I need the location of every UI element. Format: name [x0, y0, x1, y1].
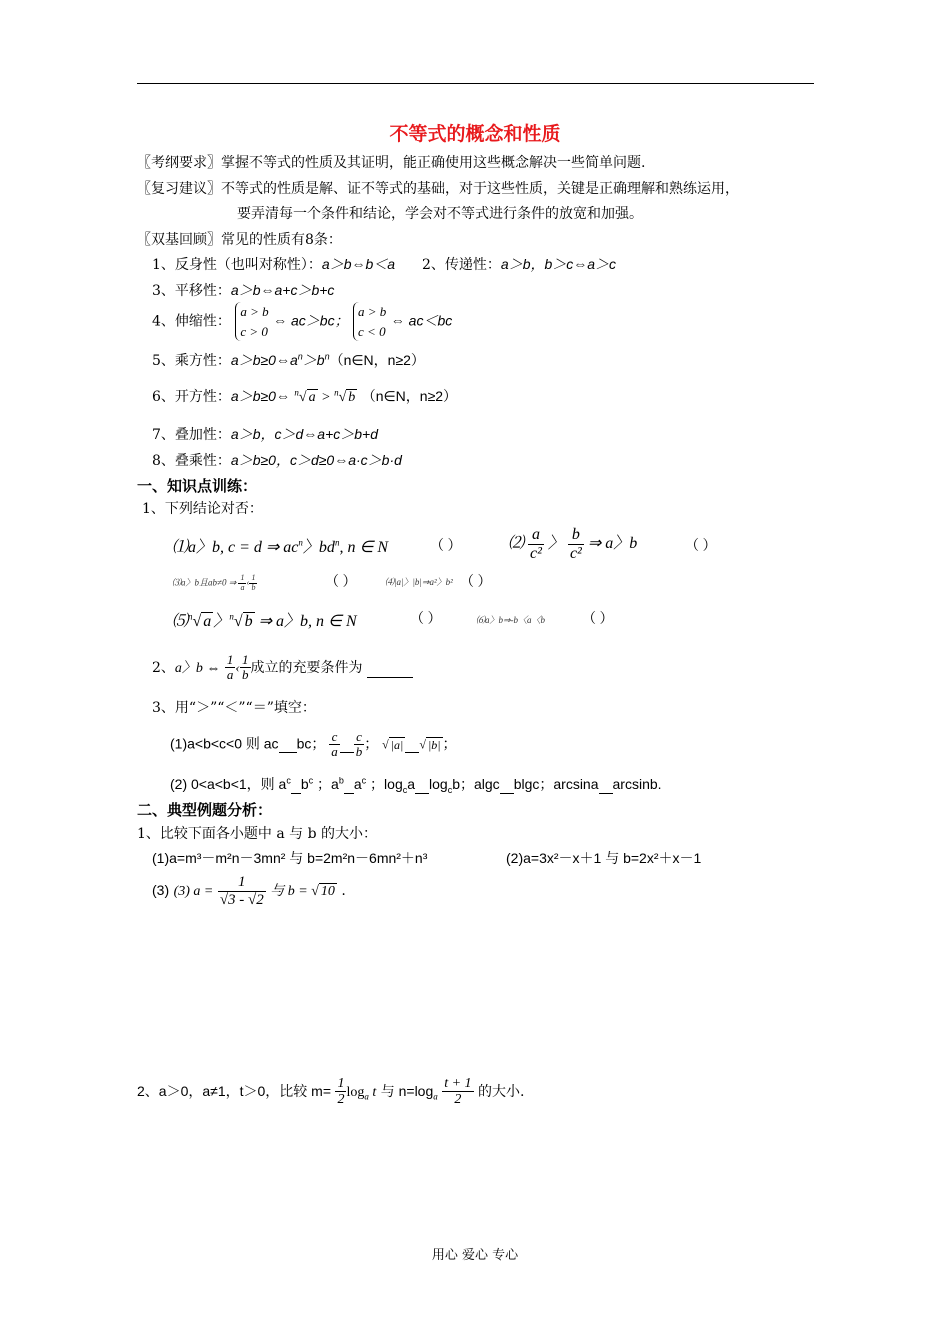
s1-q2-blank[interactable]: [367, 660, 413, 678]
blank-sqrt[interactable]: [405, 736, 419, 754]
s1-q3-part2: (2) 0<a<b<1，则 $a^c$ $b^c$ ；$a^b$ $a^c$ ；$\log_ca$ $\log_cb$；algc blgc；arcsina arcsinb.: [170, 775, 662, 795]
fuxi-line-2: 要弄清每一个条件和结论，学会对不等式进行条件的放宽和加强。: [237, 206, 643, 222]
s1-q1-item1: ⑴a〉b, c = d ⇒ $ac^n$〉$bd^n$, n ∈ N: [172, 537, 389, 556]
s1-q1-item2: ⑵ $\frac{a}{\text{c²}}$ 〉 $\frac{b}{\text{c²}}$ ⇒ a〉b: [508, 526, 638, 562]
header-rule: [137, 83, 814, 84]
property-1: 1、反身性（也叫对称性）：a＞b⇔b＜a 2、传递性：a＞b，b＞c⇔a＞c: [152, 256, 617, 273]
s1-q2: 2、a〉b ⇔ $\frac{1}{a}$ ‹ $\frac{1}{b}$ 成立的充要条件为: [152, 653, 413, 683]
s2-q1-part3: (3) (3) a = $\frac{1}{√3 - √2}$ 与 b = √ 10 .: [152, 874, 346, 908]
property-8: 8、叠乘性：a＞b≥0，c＞d≥0⇔a·c＞b·d: [152, 452, 402, 469]
fuxi-line-1: 〖复习建议〗不等式的性质是解、证不等式的基础，对于这些性质，关键是正确理解和熟练运用，: [137, 181, 739, 197]
blank-ac-bc-pow[interactable]: [291, 776, 301, 794]
s2-q2: 2、a＞0，a≠1，t＞0，比较 m= $\frac{1}{2}$ $\log_a t$ 与 $n=\log_a$ $\frac{t + 1}{2}$ 的大小.: [137, 1076, 525, 1108]
s1-q1-item3: ⑶a〉b且ab≠0 ⇒ $\frac{1}{a}$ ‹ $\frac{1}{b}$: [172, 573, 256, 592]
s1-q1-item4: ⑷|a|〉|b|⇒a²〉b²: [385, 577, 453, 587]
section-1-heading: 一、知识点训练：: [137, 477, 258, 495]
page-footer: 用心 爱心 专心: [431, 1248, 519, 1263]
section-2-heading: 二、典型例题分析：: [137, 801, 273, 819]
property-6: 6、开方性：a＞b≥0⇔ $^n$√ a > $^n$√ b （n∈N，n≥2）: [152, 387, 458, 405]
system-brace-1: a > b c > 0: [235, 302, 268, 341]
s1-q1-answer3[interactable]: （ ）: [325, 575, 357, 590]
s2-q1: 1、比较下面各小题中 a 与 b 的大小：: [137, 826, 378, 842]
s1-q1: 1、下列结论对否：: [142, 501, 263, 517]
property-4: 4、伸缩性： a > b c > 0 ⇔ ac＞bc； a > b c < 0 ⇔ ac＜bc: [152, 302, 452, 341]
blank-ac-bc[interactable]: [279, 736, 297, 754]
blank-arcsin[interactable]: [599, 776, 613, 794]
s1-q3-part1: (1)a<b<c<0 则 ac bc； $\frac{c}{a}$ $\frac{c}{b}$ ； √ |a| √ |b| ；: [170, 729, 457, 760]
s1-q3: 3、用“＞”“＜”“＝”填空：: [152, 700, 316, 716]
s1-q1-answer5[interactable]: （ ）: [410, 612, 442, 627]
s1-q1-answer1[interactable]: （ ）: [430, 539, 462, 554]
blank-c-over[interactable]: [340, 736, 354, 754]
blank-log[interactable]: [415, 776, 429, 794]
s2-q1-part1: (1)a=m³－m²n－3mn² 与 b=2m²n－6mn²＋n³: [152, 850, 428, 866]
shuangji-line: 〖双基回顾〗常见的性质有8条：: [137, 232, 342, 248]
s1-q1-answer6[interactable]: （ ）: [582, 612, 614, 627]
property-7: 7、叠加性：a＞b，c＞d⇔a+c＞b+d: [152, 426, 378, 443]
s1-q1-item6: ⑹a〉b⇒-b〈a〈b: [476, 615, 546, 625]
s2-q1-part2: (2)a=3x²－x＋1 与 b=2x²＋x－1: [506, 850, 702, 866]
s1-q1-answer4[interactable]: （ ）: [460, 575, 492, 590]
blank-lg[interactable]: [500, 776, 514, 794]
property-3: 3、平移性：a＞b⇔a+c＞b+c: [152, 282, 335, 299]
property-5: 5、乘方性：$a>b\ge 0\Leftrightarrow a^n>b^n(n\in N$，n≥2）: [152, 351, 425, 369]
s1-q1-answer2[interactable]: （ ）: [685, 539, 717, 554]
page-title: 不等式的概念和性质: [389, 123, 561, 145]
kaogang-line: 〖考纲要求〗掌握不等式的性质及其证明，能正确使用这些概念解决一些简单问题.: [137, 155, 646, 171]
s1-q1-item5: ⑸$^n$√ a 〉$^n$√ b ⇒ a〉b, n ∈ N: [172, 611, 357, 630]
blank-ab-ac[interactable]: [344, 776, 354, 794]
system-brace-2: a > b c < 0: [353, 302, 386, 341]
